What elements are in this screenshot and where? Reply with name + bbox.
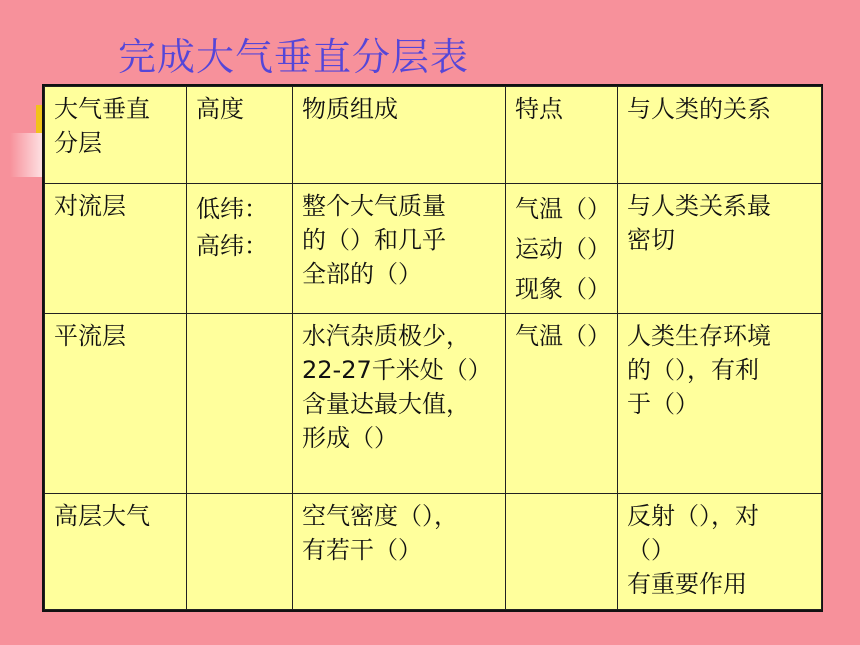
header-layer-line2: 分层 [54, 129, 102, 157]
layer-name: 平流层 [45, 314, 187, 494]
features-cell [506, 314, 618, 494]
composition-cell [293, 494, 506, 610]
relation-line: 的（），有利 [627, 356, 759, 384]
relation-line: （） [627, 536, 675, 564]
composition-cell [293, 184, 506, 314]
height-cell [187, 184, 293, 314]
height-cell [187, 314, 293, 494]
header-layer-line1: 大气垂直 [54, 95, 150, 123]
feature-line: 运动（） [515, 235, 611, 263]
composition-line: 形成（） [302, 424, 398, 452]
height-cell [187, 494, 293, 610]
relation-line: 密切 [627, 226, 675, 254]
features-cell [506, 184, 618, 314]
composition-cell [293, 314, 506, 494]
composition-line: 含量达最大值， [302, 390, 470, 418]
composition-line: 水汽杂质极少， [302, 322, 470, 350]
header-relation: 与人类的关系 [618, 87, 822, 184]
layer-name: 对流层 [45, 184, 187, 314]
header-features: 特点 [506, 87, 618, 184]
composition-line: 整个大气质量 [302, 192, 446, 220]
height-high-lat: 高纬： [196, 232, 268, 260]
composition-line: 全部的（） [302, 260, 422, 288]
feature-line: 现象（） [515, 275, 611, 303]
composition-line: 的（）和几乎 [302, 226, 446, 254]
table-row [45, 314, 822, 494]
features-cell [506, 494, 618, 610]
header-layer [45, 87, 187, 184]
layer-name: 高层大气 [45, 494, 187, 610]
table-row [45, 494, 822, 610]
relation-cell [618, 314, 822, 494]
relation-line: 有重要作用 [627, 570, 747, 598]
composition-line: 22-27千米处（） [302, 356, 492, 384]
header-row [45, 87, 822, 184]
slide-title: 完成大气垂直分层表 [118, 35, 470, 79]
relation-cell [618, 184, 822, 314]
relation-line: 与人类关系最 [627, 192, 771, 220]
header-composition: 物质组成 [293, 87, 506, 184]
height-low-lat: 低纬： [196, 195, 268, 223]
composition-line: 有若干（） [302, 536, 422, 564]
relation-line: 人类生存环境 [627, 322, 771, 350]
relation-cell [618, 494, 822, 610]
relation-line: 反射（），对 [627, 502, 759, 530]
table-row [45, 184, 822, 314]
composition-line: 空气密度（）， [302, 502, 458, 530]
relation-line: 于（） [627, 390, 699, 418]
layer-table [42, 84, 823, 612]
feature-line: 气温（） [515, 322, 611, 350]
feature-line: 气温（） [515, 195, 611, 223]
header-height: 高度 [187, 87, 293, 184]
